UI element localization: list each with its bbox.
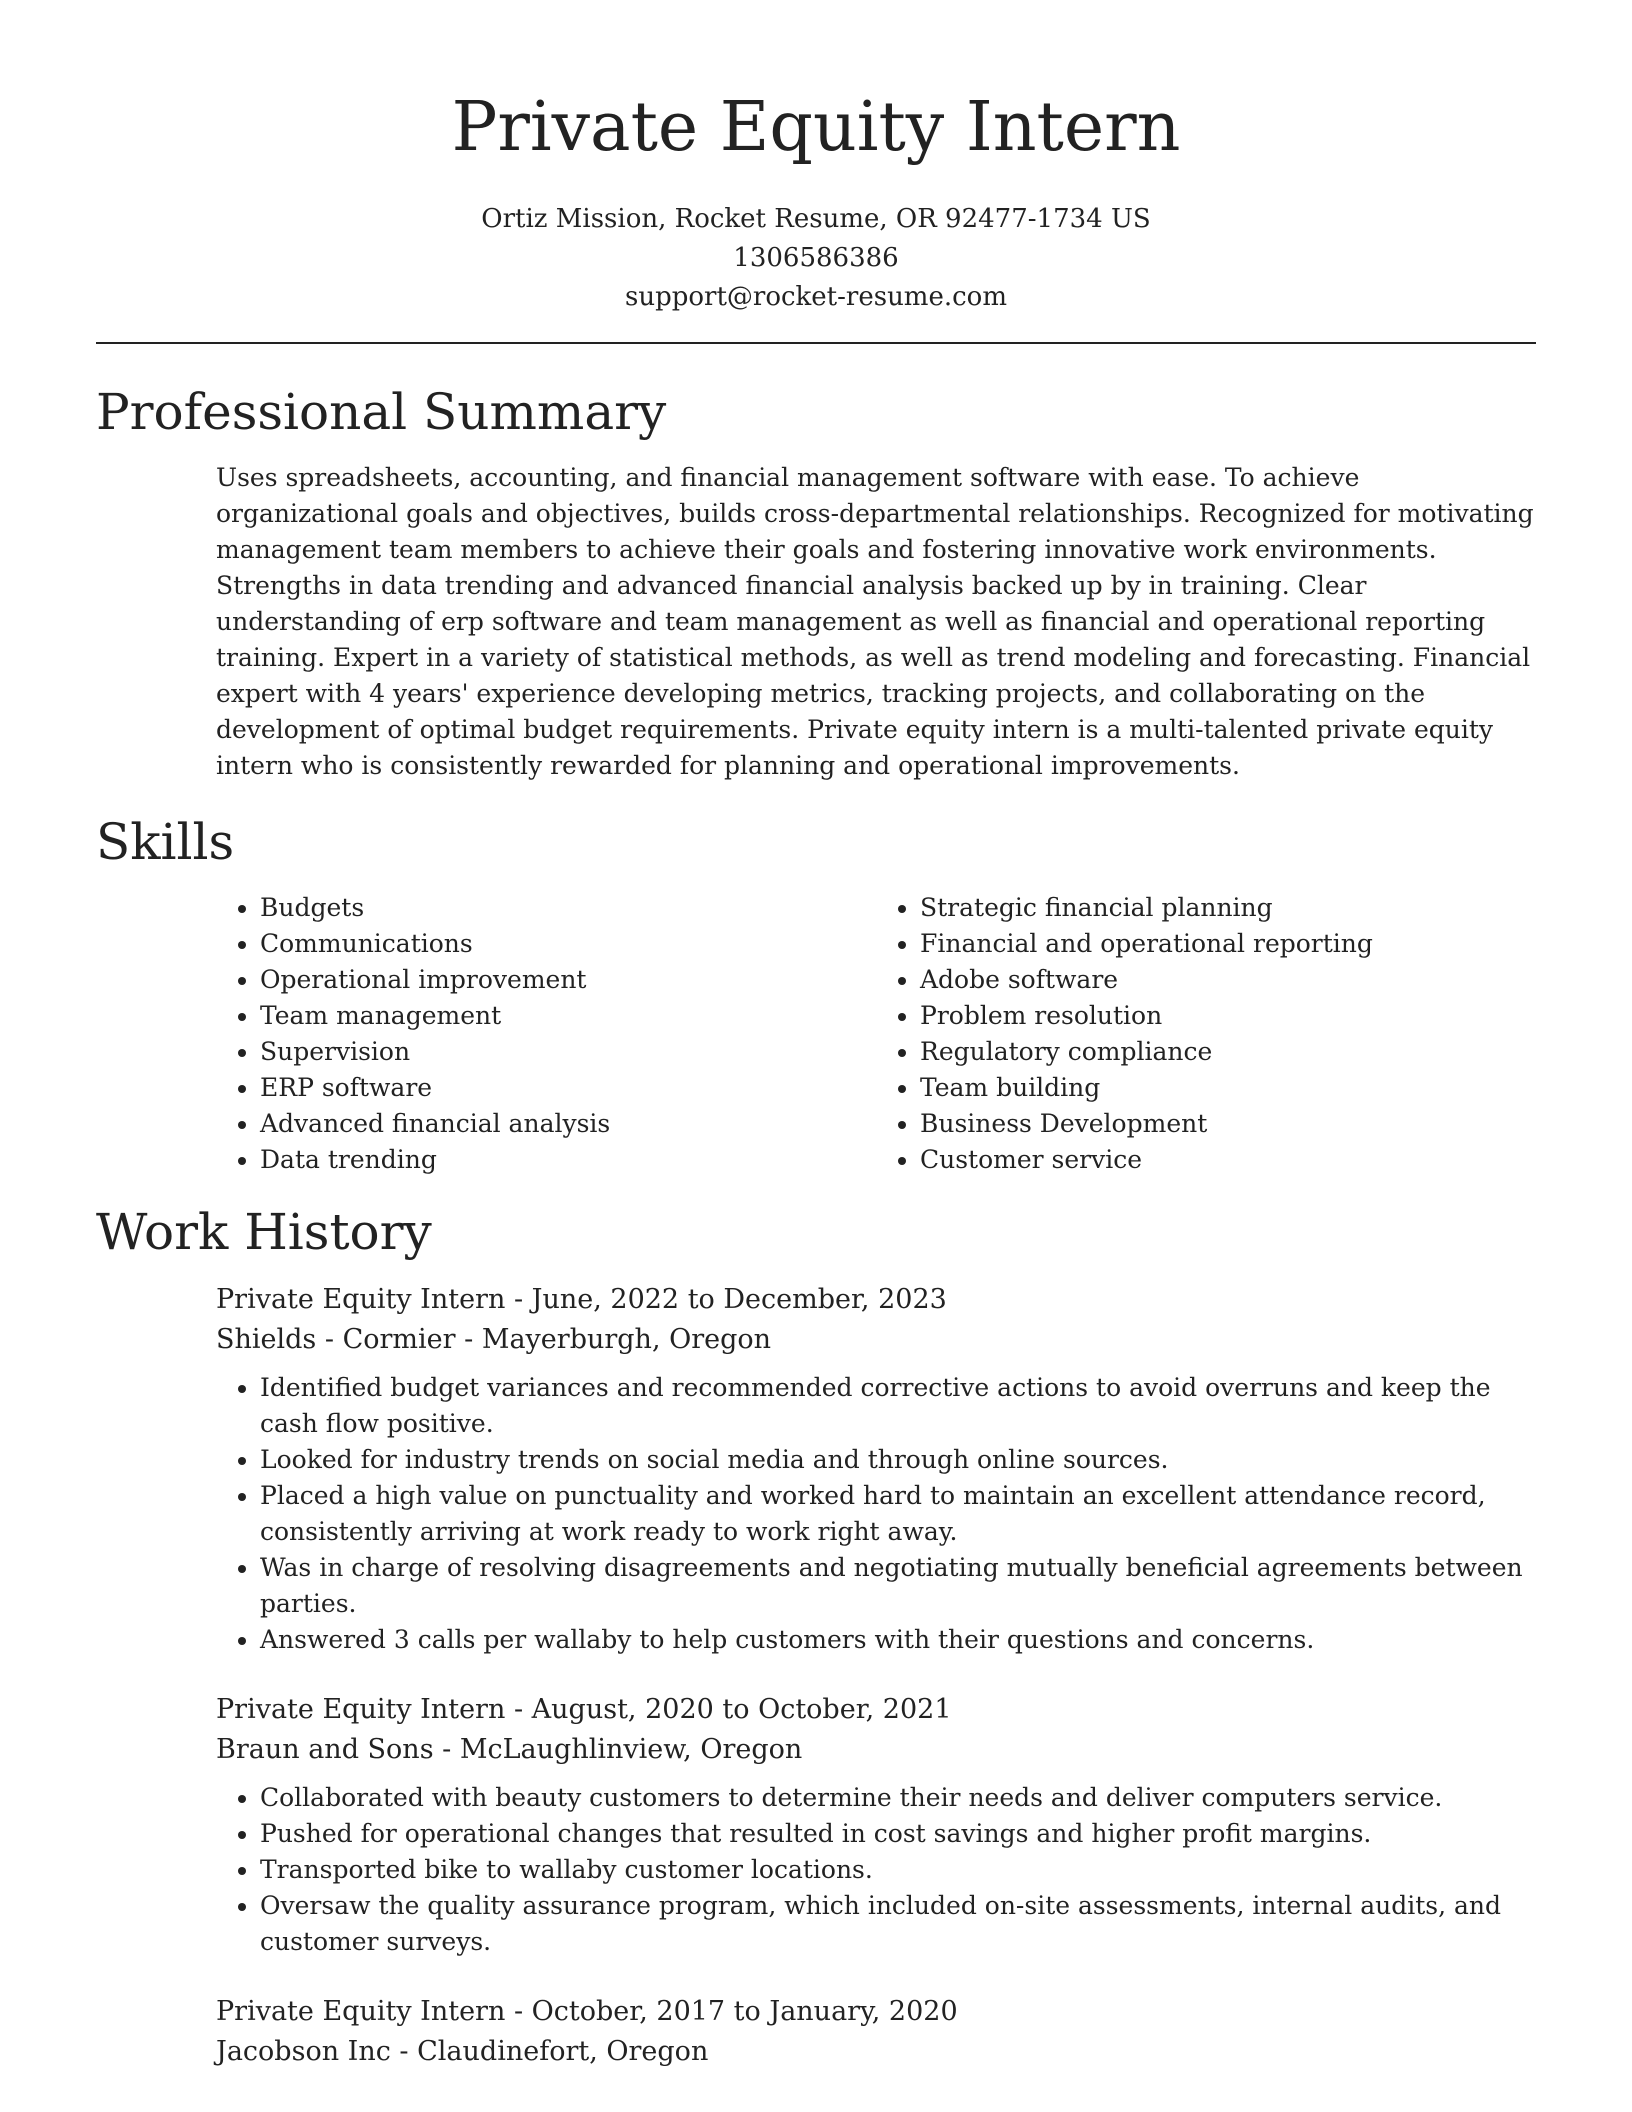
job-title: Private Equity Intern xyxy=(216,1996,506,2027)
job-bullet: • Identified budget variances and recommended corrective actions to avoid overruns and keep the cash flow positive. xyxy=(260,1370,1536,1442)
resume-header xyxy=(0,0,1632,317)
skill-item: • Team management xyxy=(260,998,876,1034)
skill-item: • Supervision xyxy=(260,1034,876,1070)
skill-item: • Business Development xyxy=(920,1106,1536,1142)
job-company-line: Shields - Cormier - Mayerburgh, Oregon xyxy=(216,1324,772,1355)
job-company-line: Braun and Sons - McLaughlinview, Oregon xyxy=(216,1734,803,1765)
job-bullet: • Placed a high value on punctuality and worked hard to maintain an excellent attendance record, consistently arriving at work ready to work right away. xyxy=(260,1478,1536,1550)
skill-item: • Team building xyxy=(920,1070,1536,1106)
skills-columns xyxy=(216,890,1536,1178)
job-title: Private Equity Intern xyxy=(216,1284,506,1315)
skills-heading: Skills xyxy=(96,813,235,871)
job-bullet: • Looked for industry trends on social media and through online sources. xyxy=(260,1442,1536,1478)
job-dates: August, 2020 to October, 2021 xyxy=(531,1694,952,1725)
phone-number: 1306586386 xyxy=(733,243,899,273)
skill-item: • Budgets xyxy=(260,890,876,926)
job-location: McLaughlinview, Oregon xyxy=(459,1734,803,1765)
skill-item: • Communications xyxy=(260,926,876,962)
skill-item: • Regulatory compliance xyxy=(920,1034,1536,1070)
work-history-heading: Work History xyxy=(96,1203,432,1261)
job-bullet: • Transported bike to wallaby customer locations. xyxy=(260,1852,1536,1888)
skills-list-left xyxy=(216,890,876,1178)
skills-list-right xyxy=(876,890,1536,1178)
job-location: Mayerburgh, Oregon xyxy=(481,1324,772,1355)
summary-heading: Professional Summary xyxy=(96,383,667,441)
header-divider xyxy=(96,342,1536,344)
job-bullets xyxy=(216,1370,1536,1658)
job-dates: June, 2022 to December, 2023 xyxy=(531,1284,947,1315)
contact-info xyxy=(0,200,1632,317)
skill-item: • Advanced financial analysis xyxy=(260,1106,876,1142)
skill-item: • Data trending xyxy=(260,1142,876,1178)
job-entry xyxy=(216,1690,1536,1960)
skill-item: • Operational improvement xyxy=(260,962,876,998)
skill-item: • Financial and operational reporting xyxy=(920,926,1536,962)
job-bullet: • Collaborated with beauty customers to determine their needs and deliver computers service. xyxy=(260,1780,1536,1816)
job-company: Braun and Sons xyxy=(216,1734,434,1765)
job-bullets xyxy=(216,1780,1536,1960)
job-company: Jacobson Inc xyxy=(216,2036,391,2067)
job-entry xyxy=(216,1992,1536,2072)
job-bullet: • Answered 3 calls per wallaby to help customers with their questions and concerns. xyxy=(260,1622,1536,1658)
summary-text: Uses spreadsheets, accounting, and financial management software with ease. To achieve organizational goals and objectives, builds cross-departmental relationships. Recognized for motivating management team members to achieve their goals and fostering innovative work environments. Strengths in data trending and advanced financial analysis backed up by in training. Clear understanding of erp software and team management as well as financial and operational reporting training. Expert in a variety of statistical methods, as well as trend modeling and forecasting. Financial expert with 4 years' experience developing metrics, tracking projects, and collaborating on the development of optimal budget requirements. Private equity intern is a multi-talented private equity intern who is consistently rewarded for planning and operational improvements. xyxy=(216,463,1534,780)
job-company-line: Jacobson Inc - Claudinefort, Oregon xyxy=(216,2036,709,2067)
summary-section xyxy=(96,382,1536,784)
job-title-line: Private Equity Intern - October, 2017 to January, 2020 xyxy=(216,1996,958,2027)
job-company: Shields - Cormier xyxy=(216,1324,456,1355)
skill-item: • ERP software xyxy=(260,1070,876,1106)
work-history-section xyxy=(96,1202,1536,2104)
email-address: support@rocket-resume.com xyxy=(624,282,1007,312)
skills-section xyxy=(96,812,1536,1178)
skill-item: • Adobe software xyxy=(920,962,1536,998)
job-dates: October, 2017 to January, 2020 xyxy=(531,1996,958,2027)
job-bullet: • Pushed for operational changes that resulted in cost savings and higher profit margins. xyxy=(260,1816,1536,1852)
candidate-name: Private Equity Intern xyxy=(451,88,1181,167)
skill-item: • Strategic financial planning xyxy=(920,890,1536,926)
job-bullet: • Was in charge of resolving disagreements and negotiating mutually beneficial agreements between parties. xyxy=(260,1550,1536,1622)
job-title-line: Private Equity Intern - August, 2020 to October, 2021 xyxy=(216,1694,952,1725)
job-location: Claudinefort, Oregon xyxy=(417,2036,709,2067)
skill-item: • Problem resolution xyxy=(920,998,1536,1034)
job-title: Private Equity Intern xyxy=(216,1694,506,1725)
job-title-line: Private Equity Intern - June, 2022 to December, 2023 xyxy=(216,1284,947,1315)
job-bullet: • Oversaw the quality assurance program, which included on-site assessments, internal audits, and customer surveys. xyxy=(260,1888,1536,1960)
job-entry xyxy=(216,1280,1536,1658)
skill-item: • Customer service xyxy=(920,1142,1536,1178)
address: Ortiz Mission, Rocket Resume, OR 92477-1734 US xyxy=(481,204,1151,234)
